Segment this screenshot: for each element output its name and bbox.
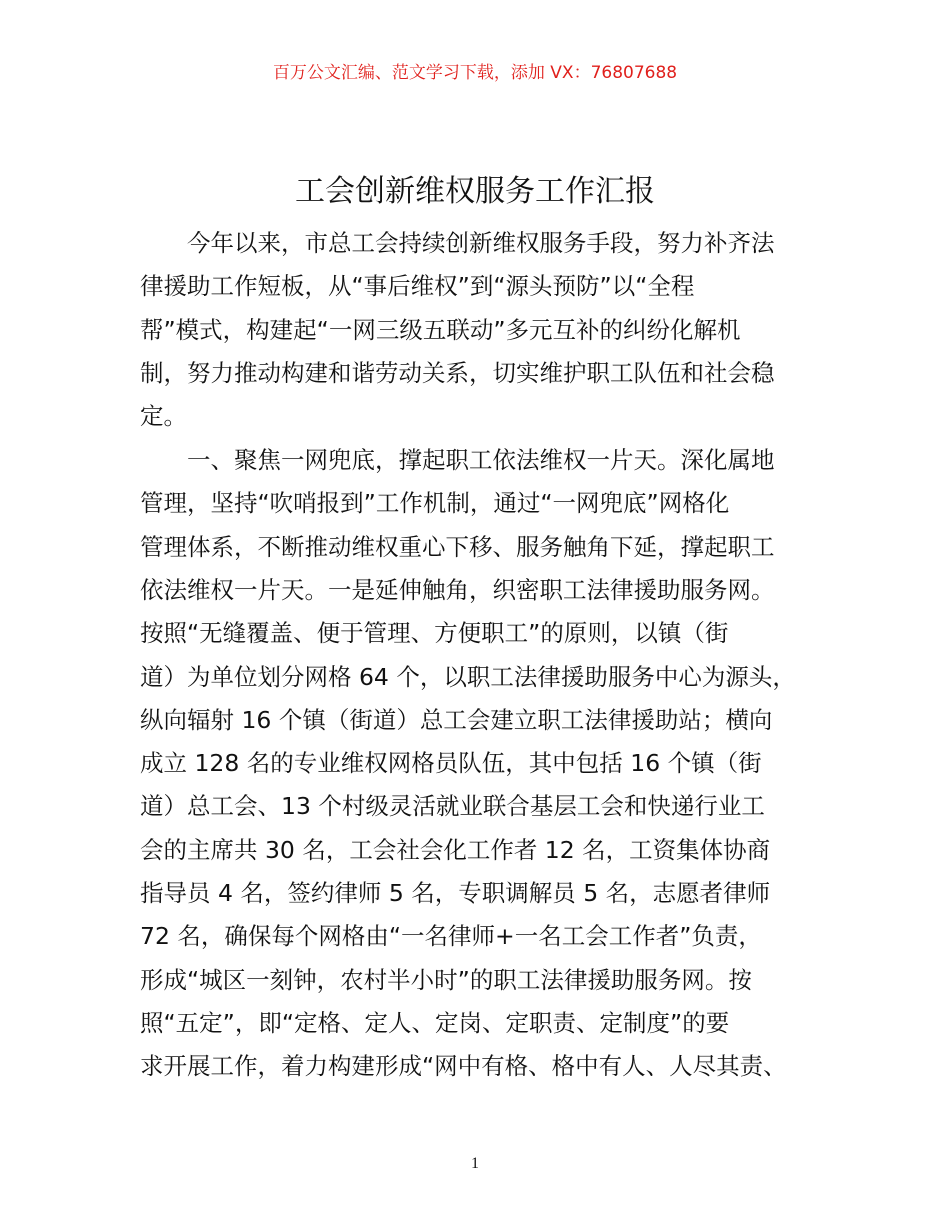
- paragraph-line: 帮”模式，构建起“一网三级五联动”多元互补的纠纷化解机: [140, 315, 741, 344]
- paragraph-line: 照“五定”，即“定格、定人、定岗、定职责、定制度”的要: [140, 1008, 730, 1037]
- paragraph-line: 律援助工作短板，从“事后维权”到“源头预防”以“全程: [140, 272, 695, 301]
- document-title: 工会创新维权服务工作汇报: [295, 174, 655, 209]
- paragraph-line: 会的主席共 30 名，工会社会化工作者 12 名，工资集体协商: [140, 835, 771, 864]
- paragraph-line: 指导员 4 名，签约律师 5 名，专职调解员 5 名，志愿者律师: [140, 879, 771, 907]
- page-number: 1: [471, 1155, 479, 1172]
- paragraph-line: 道）为单位划分网格 64 个，以职工法律援助服务中心为源头，: [140, 662, 796, 691]
- paragraph-line: 依法维权一片天。一是延伸触角，织密职工法律援助服务网。: [140, 575, 775, 604]
- paragraph-line: 定。: [140, 402, 187, 431]
- paragraph-line: 纵向辐射 16 个镇（街道）总工会建立职工法律援助站；横向: [140, 705, 773, 734]
- paragraph-line: 求开展工作，着力构建形成“网中有格、格中有人、人尽其责、: [140, 1052, 787, 1081]
- paragraph-line: 制，努力推动构建和谐劳动关系，切实维护职工队伍和社会稳: [140, 358, 775, 387]
- paragraph-line: 成立 128 名的专业维权网格员队伍，其中包括 16 个镇（街: [140, 749, 762, 778]
- paragraph-line: 管理，坚持“吹哨报到”工作机制，通过“一网兜底”网格化: [140, 489, 730, 518]
- paragraph-line: 72 名，确保每个网格由“一名律师+一名工会工作者”负责，: [140, 922, 762, 951]
- paragraph-line: 管理体系，不断推动维权重心下移、服务触角下延，撑起职工: [140, 532, 775, 561]
- paragraph-line: 按照“无缝覆盖、便于管理、方便职工”的原则，以镇（街: [140, 619, 729, 648]
- watermark-header: 百万公文汇编、范文学习下载，添加 VX：76807688: [272, 63, 678, 83]
- paragraph-line: 形成“城区一刻钟，农村半小时”的职工法律援助服务网。按: [140, 965, 752, 994]
- paragraph-line: 道）总工会、13 个村级灵活就业联合基层工会和快递行业工: [140, 792, 765, 821]
- paragraph-line: 今年以来，市总工会持续创新维权服务手段，努力补齐法: [140, 229, 775, 257]
- paragraph-line: 一、聚焦一网兜底，撑起职工依法维权一片天。深化属地: [140, 446, 775, 474]
